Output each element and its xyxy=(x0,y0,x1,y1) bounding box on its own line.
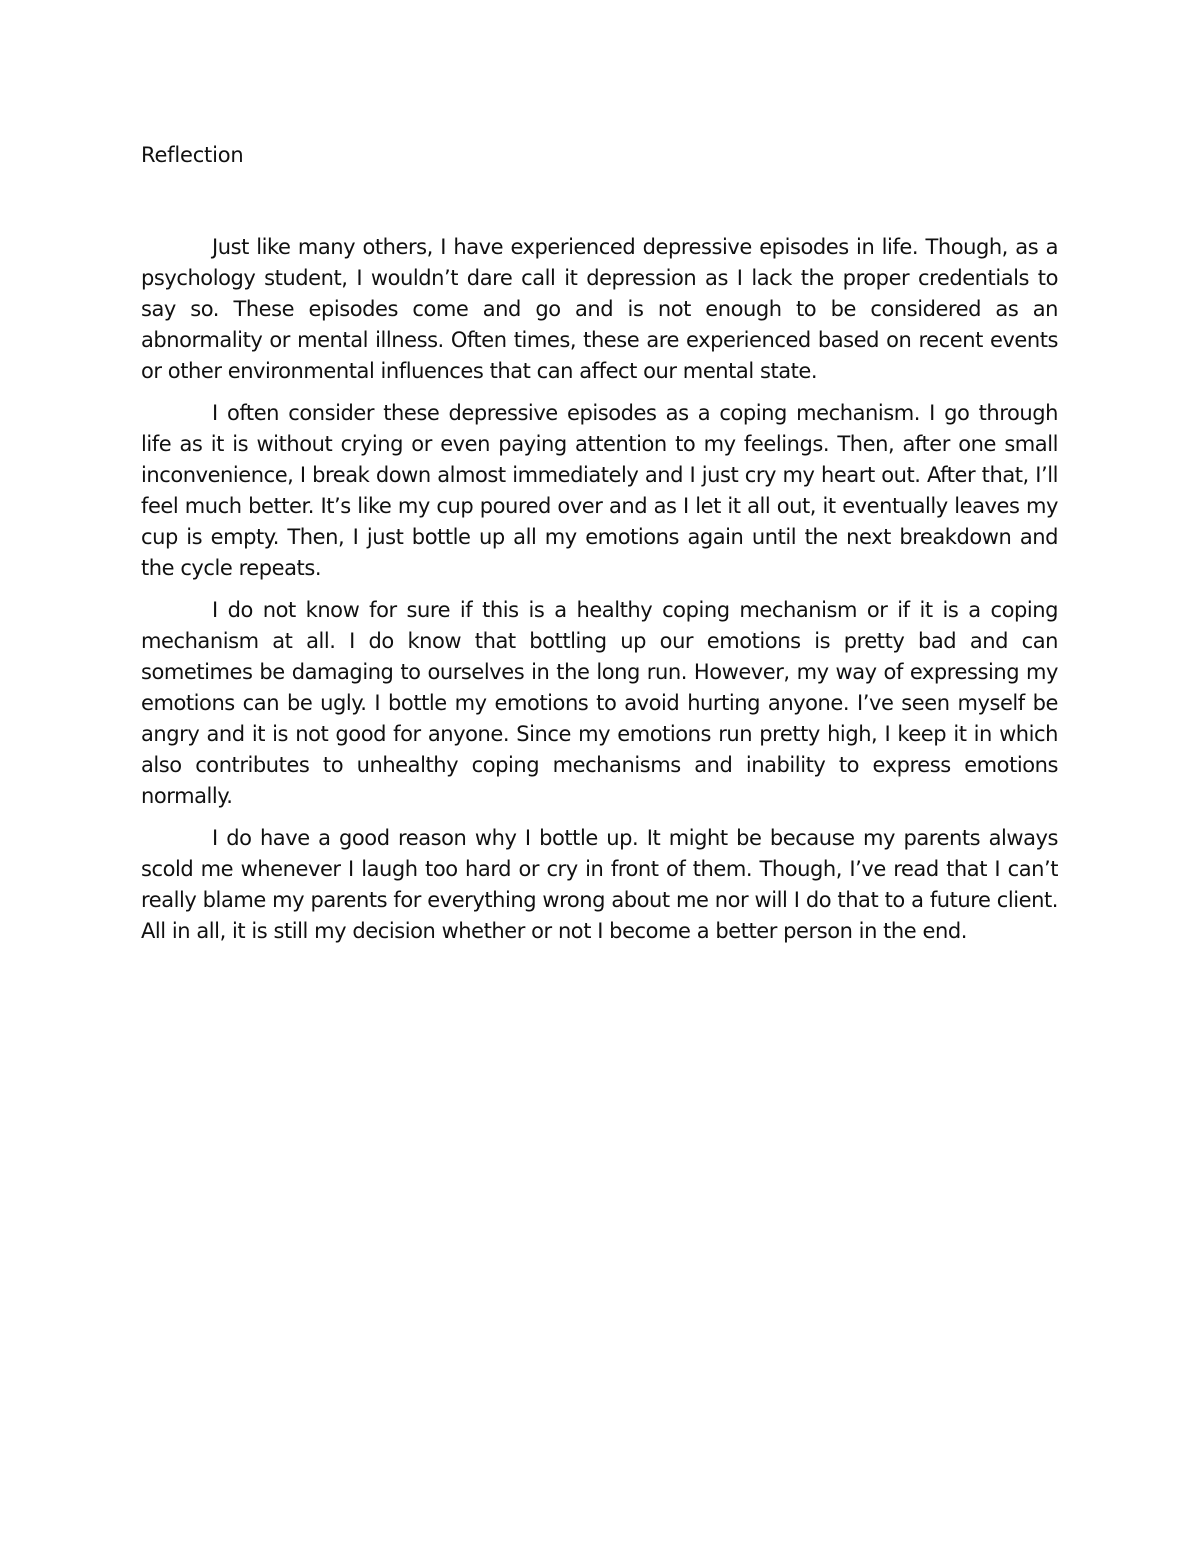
document-body xyxy=(141,232,1058,958)
paragraph-3: I do not know for sure if this is a healthy coping mechanism or if it is a coping mechanism at all. I do know that bottling up our emotions is pretty bad and can sometimes be damaging to ourselves in the long run. However, my way of expressing my emotions can be ugly. I bottle my emotions to avoid hurting anyone. I’ve seen myself be angry and it is not good for anyone. Since my emotions run pretty high, I keep it in which also contributes to unhealthy coping mechanisms and inability to express emotions normally. xyxy=(141,598,1058,808)
paragraph-1: Just like many others, I have experienced depressive episodes in life. Though, as a psychology student, I wouldn’t dare call it depression as I lack the proper credentials to say so. These episodes come and go and is not enough to be considered as an abnormality or mental illness. Often times, these are experienced based on recent events or other environmental influences that can affect our mental state. xyxy=(141,235,1058,383)
paragraph-2: I often consider these depressive episodes as a coping mechanism. I go through life as it is without crying or even paying attention to my feelings. Then, after one small inconvenience, I break down almost immediately and I just cry my heart out. After that, I’ll feel much better. It’s like my cup poured over and as I let it all out, it eventually leaves my cup is empty. Then, I just bottle up all my emotions again until the next breakdown and the cycle repeats. xyxy=(141,401,1058,580)
paragraph-4: I do have a good reason why I bottle up. It might be because my parents always scold me whenever I laugh too hard or cry in front of them. Though, I’ve read that I can’t really blame my parents for everything wrong about me nor will I do that to a future client. All in all, it is still my decision whether or not I become a better person in the end. xyxy=(141,826,1058,943)
document-title: Reflection xyxy=(141,143,244,167)
